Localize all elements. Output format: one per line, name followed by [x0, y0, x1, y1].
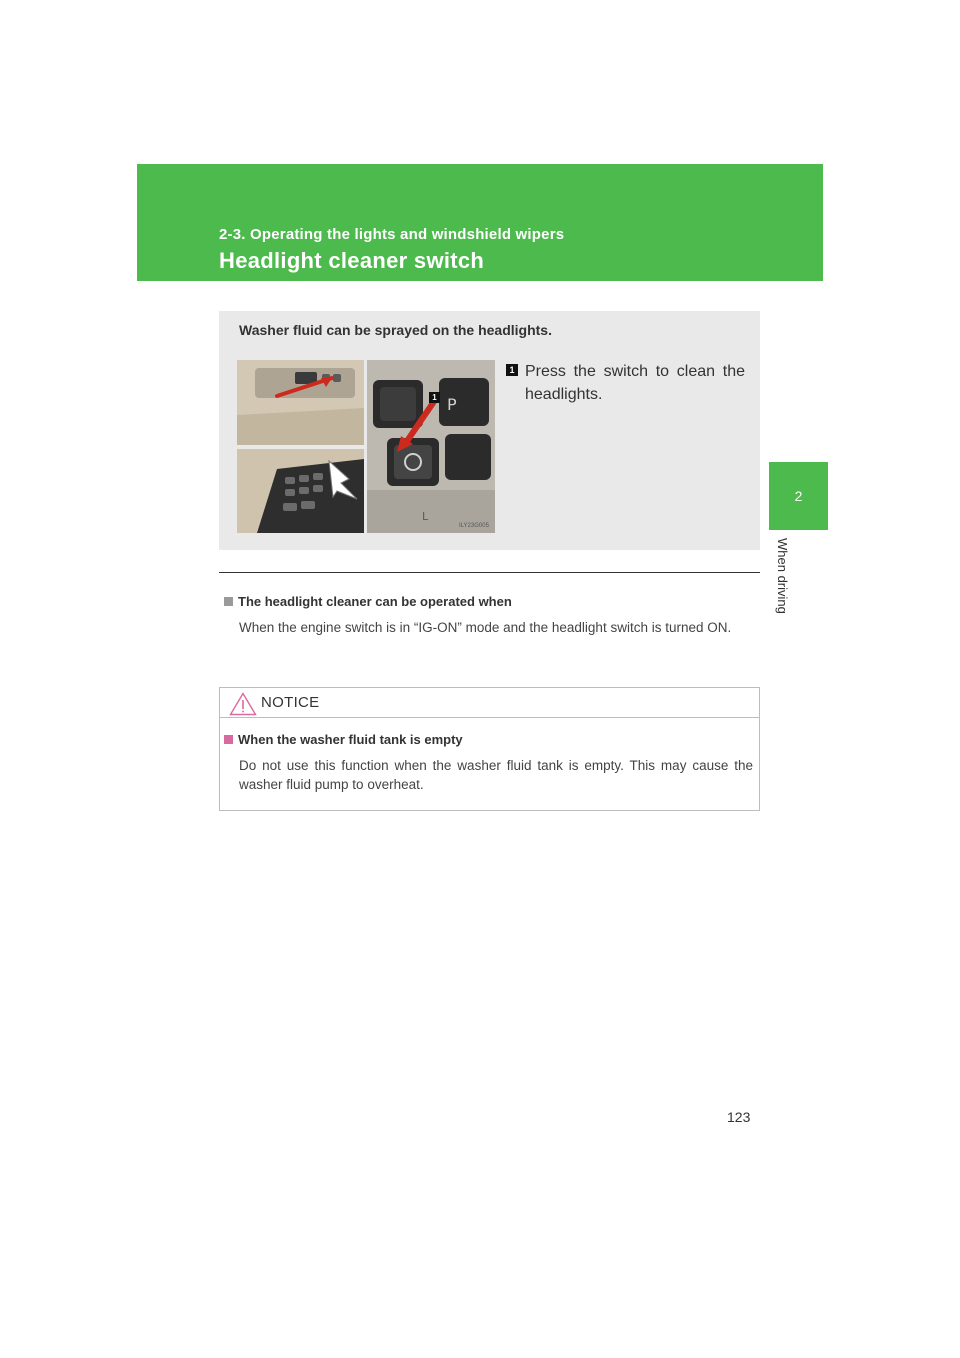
svg-text:L: L	[422, 510, 429, 523]
step-text: Press the switch to clean the headlights.	[525, 363, 745, 403]
notice-heading-text: When the washer fluid tank is empty	[238, 732, 463, 747]
section-divider	[219, 572, 760, 573]
notice-body: Do not use this function when the washer fluid tank is empty. This may cause the washer fluid pump to overheat.	[239, 758, 753, 792]
intro-panel	[219, 311, 760, 550]
header-band	[137, 164, 823, 281]
dashboard-photo-bottom	[237, 449, 364, 533]
dashboard-photo-top	[237, 360, 364, 445]
chapter-tab[interactable]	[769, 462, 828, 530]
page-title: Headlight cleaner switch	[219, 248, 485, 273]
note-heading	[224, 594, 512, 609]
note-body: When the engine switch is in “IG-ON” mode and the headlight switch is turned ON.	[239, 620, 732, 635]
notice-header-divider	[220, 717, 759, 718]
svg-text:P: P	[447, 395, 457, 414]
notice-box	[219, 687, 760, 811]
chapter-number: 2	[794, 488, 803, 504]
section-label: 2-3. Operating the lights and windshield wipers	[219, 226, 565, 243]
bullet-square-icon	[224, 597, 233, 606]
illustration-code: ILY23G005	[459, 523, 489, 529]
page-number: 123	[727, 1109, 751, 1125]
bullet-square-icon	[224, 735, 233, 744]
switch-closeup-photo	[367, 360, 495, 533]
illustration-callout: 1	[429, 392, 440, 403]
intro-text: Washer fluid can be sprayed on the headlights.	[239, 322, 552, 338]
warning-triangle-icon	[229, 692, 257, 716]
chapter-name: When driving	[775, 538, 790, 614]
notice-heading	[224, 732, 463, 747]
step-marker: 1	[506, 364, 518, 376]
note-heading-text: The headlight cleaner can be operated when	[238, 594, 512, 609]
notice-title: NOTICE	[261, 694, 320, 711]
